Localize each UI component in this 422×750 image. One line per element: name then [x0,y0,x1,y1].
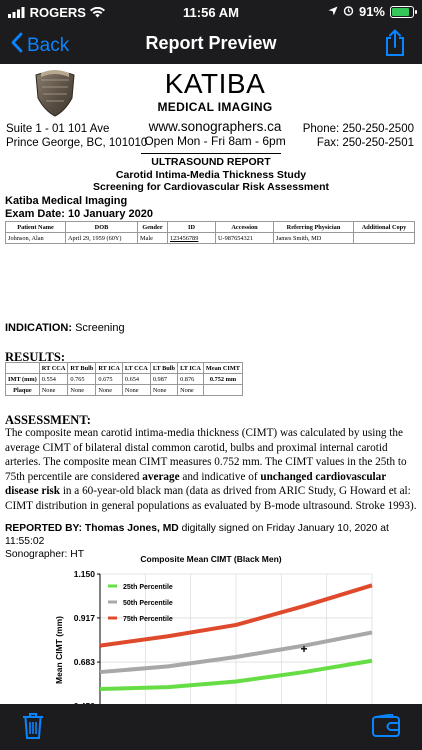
wallet-icon [372,725,400,742]
table-header-cell: RT CCA [39,363,68,374]
company-name: KATIBA [164,68,266,99]
legend-label: 25th Percentile [123,584,173,591]
table-header-cell: Accession [216,222,274,233]
report-title-block [0,153,422,194]
address-line-2: Prince George, BC, 101010 [6,137,148,149]
table-header-row [6,222,415,233]
alarm-icon [343,4,354,19]
legend-label: 75th Percentile [123,616,173,623]
phone-number[interactable]: Phone: 250-250-2500 [302,123,414,135]
referring-physician-cell: James Smith, MD [274,233,354,244]
share-icon [384,44,406,61]
indication-value: Screening [72,322,125,334]
clock: 11:56 AM [183,5,239,20]
patient-dob-cell: April 29, 1959 (60Y) [66,233,138,244]
reported-by-label: REPORTED BY: [5,523,83,534]
patient-name-cell: Johnson, Alan [6,233,66,244]
report-purpose: Screening for Cardiovascular Risk Assessment [93,181,329,193]
page-title: Report Preview [145,33,277,53]
patient-table [5,221,415,244]
table-cell: 0.654 [122,374,150,385]
navigation-bar [0,26,422,64]
fax-number: Fax: 250-250-2501 [316,137,414,149]
clinic-info [5,195,153,221]
table-header-row [6,363,243,374]
report-study: Carotid Intima-Media Thickness Study [115,168,307,181]
table-header-cell: Mean CIMT [203,363,242,374]
cimt-chart [0,564,422,704]
y-tick-label: 0.683 [73,657,95,668]
table-cell: 0.987 [150,374,177,385]
company-subtitle: MEDICAL IMAGING [157,100,273,114]
table-cell: 0.876 [178,374,204,385]
table-row [6,374,243,385]
report-document[interactable] [0,64,422,704]
table-header-cell: Additional Copy [354,222,415,233]
back-label: Back [27,34,70,56]
table-cell: None [39,385,68,396]
table-cell: None [150,385,177,396]
company-website[interactable]: www.sonographers.ca [148,119,282,134]
share-button[interactable] [384,29,406,62]
sonographer: Sonographer: HT [5,549,84,560]
reporting-physician: Thomas Jones, MD [82,523,179,534]
report-heading: ULTRASOUND REPORT [141,153,280,169]
clinic-address [6,122,147,150]
table-header-cell [6,363,40,374]
additional-copy-cell [354,233,415,244]
table-cell [203,385,242,396]
legend-label: 50th Percentile [123,600,173,607]
table-cell: None [122,385,150,396]
reported-by-line [5,522,419,548]
table-header-cell: RT ICA [96,363,123,374]
table-row [6,233,415,244]
table-cell: 0.765 [68,374,96,385]
address-line-1: Suite 1 - 01 101 Ave [6,123,110,135]
table-cell: 0.675 [96,374,123,385]
patient-gender-cell: Male [138,233,168,244]
letterhead-brand [140,68,290,148]
opening-hours: Open Mon - Fri 8am - 6pm [144,134,286,148]
katiba-shield-logo [32,68,78,118]
battery-level [392,8,409,16]
table-header-cell: LT Bulb [150,363,177,374]
row-header-cell: Plaque [6,385,40,396]
assessment-emphasis: unchanged cardiovascular disease risk [5,470,387,497]
mean-cimt-cell: 0.752 mm [203,374,242,385]
table-header-cell: RT Bulb [68,363,96,374]
table-cell: None [68,385,96,396]
row-header-cell: IMT (mm) [6,374,40,385]
assessment-part: and indicative of [179,470,261,483]
signature-stamp: digitally signed on Friday January 10, 2020 at 11:55:02 [5,523,389,547]
table-header-cell: Patient Name [6,222,66,233]
table-header-cell: ID [168,222,216,233]
carrier-label: ROGERS [29,5,86,20]
delete-button[interactable] [22,712,44,745]
chart-title: Composite Mean CIMT (Black Men) [140,554,282,564]
table-header-cell: LT CCA [122,363,150,374]
patient-marker: + [300,642,308,657]
assessment-heading: ASSESSMENT: [5,413,91,427]
table-header-cell: LT ICA [178,363,204,374]
indication-line [5,322,125,334]
table-cell: None [178,385,204,396]
patient-id-cell[interactable]: 123456789 [168,233,216,244]
y-tick-label: 0.917 [73,612,95,623]
y-tick-label: 1.150 [73,569,95,579]
clinic-contact [303,122,414,150]
results-heading: RESULTS: [5,350,65,364]
battery-icon [390,6,414,18]
table-header-cell: Referring Physician [274,222,354,233]
table-header-cell: Gender [138,222,168,233]
accession-cell: U-987654321 [216,233,274,244]
assessment-part: in a 60-year-old black man (data as drived from ARIC Study, G Howard et al: CIMT distribution in general populations as evaluated by B-mode ultrasound. Stroke 1993). [5,485,417,512]
wallet-button[interactable] [372,714,400,743]
assessment-part: The composite mean carotid intima-media thickness (CIMT) was calculated by using the average CIMT of bilateral distal common carotid, bulbs and proximal internal carotid arteries. The composite mean CIMT measures 0.752 mm. The CIMT values in the 25th to 75th percentile are considered [5,427,407,483]
clinic-name: Katiba Medical Imaging [5,195,128,207]
assessment-text [5,426,419,513]
table-row [6,385,243,396]
battery-percent: 91% [358,4,385,19]
table-header-cell: DOB [66,222,138,233]
indication-label: INDICATION: [5,322,73,334]
results-table [5,362,243,396]
table-cell: 0.554 [39,374,68,385]
y-axis-label: Mean CIMT (mm) [54,616,64,684]
assessment-emphasis: average [142,470,180,483]
exam-date: Exam Date: 10 January 2020 [5,208,153,220]
status-right [328,4,414,19]
table-cell: None [96,385,123,396]
bottom-toolbar [0,704,422,750]
trash-icon [22,727,44,744]
status-bar [0,0,422,26]
location-icon [328,4,338,19]
